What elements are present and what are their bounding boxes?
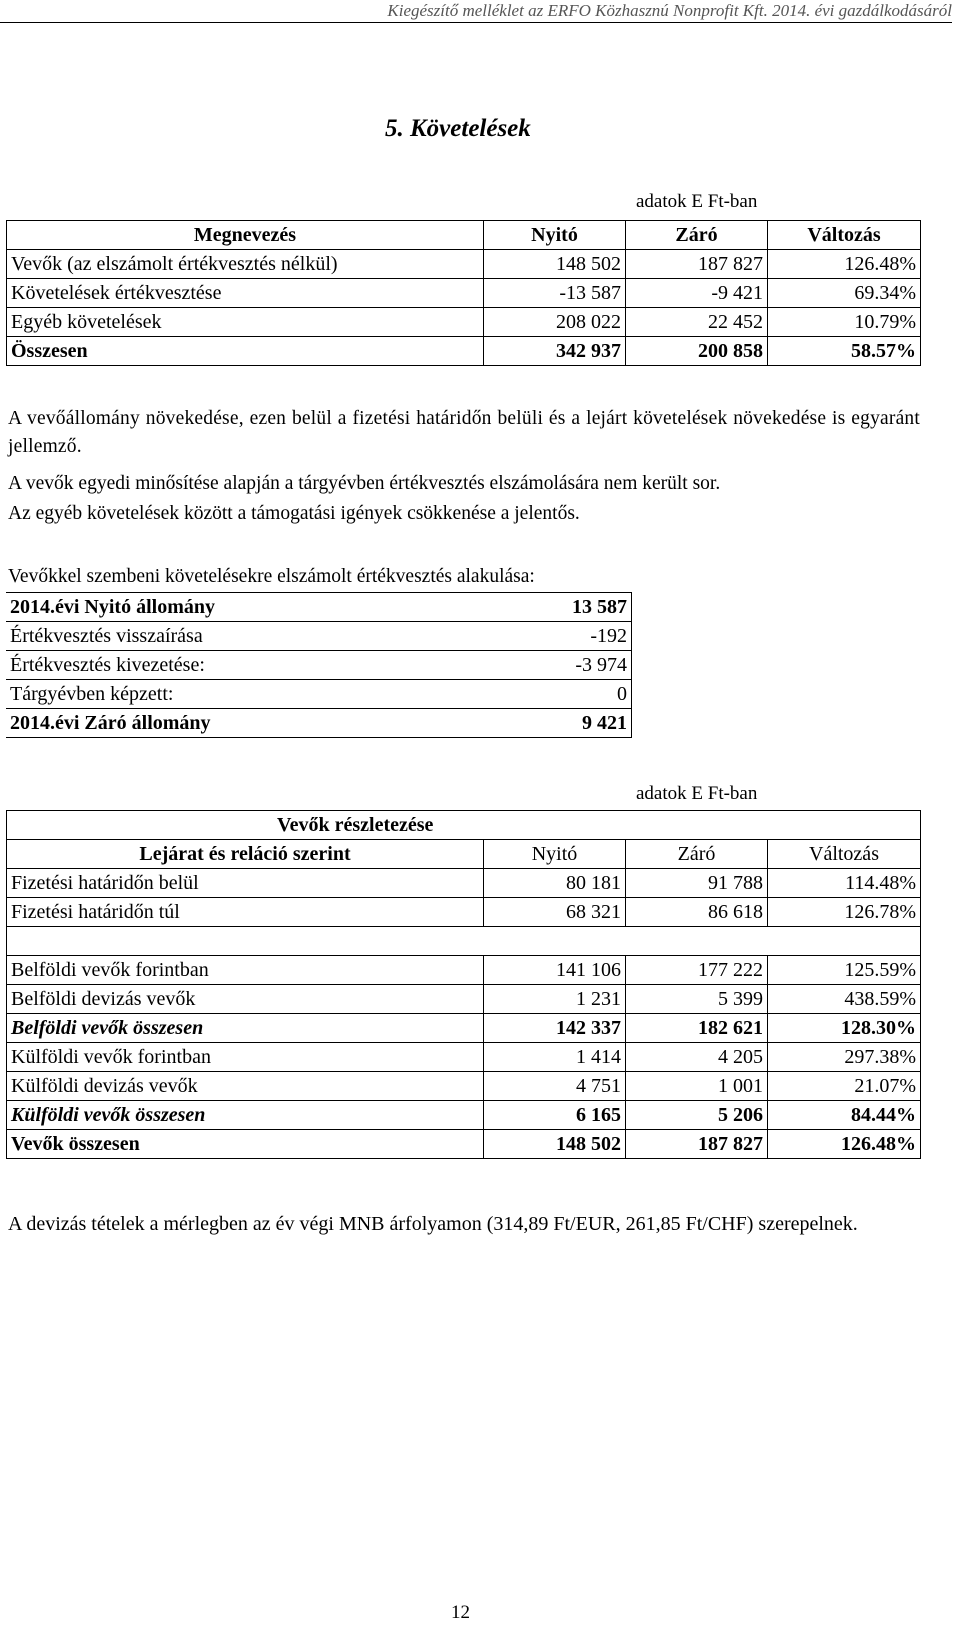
total-row [6, 709, 632, 738]
table-row [7, 250, 921, 279]
cell-label: Belföldi vevők forintban [7, 956, 484, 985]
cell-opening: -13 587 [484, 279, 626, 308]
cell-value: -3 974 [488, 651, 632, 680]
cell-change: 125.59% [768, 956, 921, 985]
header-opening: Nyitó [484, 840, 626, 869]
cell-label: Belföldi devizás vevők [7, 985, 484, 1014]
cell-change: 126.48% [768, 1130, 921, 1159]
cell-opening: 148 502 [484, 250, 626, 279]
cell-label: Értékvesztés visszaírása [6, 622, 488, 651]
table-row [7, 869, 921, 898]
total-row [7, 337, 921, 366]
cell-closing: 187 827 [626, 1130, 768, 1159]
cell-value: 13 587 [488, 593, 632, 622]
table-title-row [7, 811, 921, 840]
cell-change: 126.78% [768, 898, 921, 927]
cell-change: 10.79% [768, 308, 921, 337]
section-title: 5. Követelések [385, 115, 531, 142]
header-change: Változás [768, 840, 921, 869]
cell-opening: 342 937 [484, 337, 626, 366]
cell-opening: 141 106 [484, 956, 626, 985]
impairment-table [6, 592, 632, 738]
table-row [6, 622, 632, 651]
cell-opening: 80 181 [484, 869, 626, 898]
header-closing: Záró [626, 840, 768, 869]
table-header-row [7, 840, 921, 869]
table-row [6, 651, 632, 680]
cell-closing: 187 827 [626, 250, 768, 279]
cell-closing: 182 621 [626, 1014, 768, 1043]
empty-row [7, 927, 921, 956]
cell-label: Tárgyévben képzett: [6, 680, 488, 709]
footer-note: A devizás tételek a mérlegben az év végi MNB árfolyamon (314,89 Ft/EUR, 261,85 Ft/CHF) szerepelnek. [8, 1213, 858, 1235]
cell-label: Követelések értékvesztése [7, 279, 484, 308]
paragraph-qualification: A vevők egyedi minősítése alapján a tárgyévben értékvesztés elszámolására nem került sor. [8, 473, 721, 494]
cell-change: 438.59% [768, 985, 921, 1014]
cell-label: Egyéb követelések [7, 308, 484, 337]
cell-label: Belföldi vevők összesen [7, 1014, 484, 1043]
cell-opening: 142 337 [484, 1014, 626, 1043]
cell-label: Értékvesztés kivezetése: [6, 651, 488, 680]
cell-value: 0 [488, 680, 632, 709]
table-row [7, 1043, 921, 1072]
cell-closing: 22 452 [626, 308, 768, 337]
cell-label: Fizetési határidőn belül [7, 869, 484, 898]
cell-closing: 91 788 [626, 869, 768, 898]
cell-opening: 148 502 [484, 1130, 626, 1159]
cell-change: 114.48% [768, 869, 921, 898]
cell-closing: 177 222 [626, 956, 768, 985]
cell-closing: 5 399 [626, 985, 768, 1014]
unit-label: adatok E Ft-ban [636, 191, 758, 212]
cell-label: Külföldi vevők forintban [7, 1043, 484, 1072]
table-row [7, 985, 921, 1014]
cell-closing: 4 205 [626, 1043, 768, 1072]
cell-change: 126.48% [768, 250, 921, 279]
header-closing: Záró [626, 221, 768, 250]
paragraph-other-receivables: Az egyéb követelések között a támogatási igények csökkenése a jelentős. [8, 503, 580, 524]
header-name: Megnevezés [7, 221, 484, 250]
cell-closing: 1 001 [626, 1072, 768, 1101]
cell-closing: 86 618 [626, 898, 768, 927]
table-row [6, 680, 632, 709]
header-opening: Nyitó [484, 221, 626, 250]
unit-label-2: adatok E Ft-ban [636, 783, 758, 804]
cell-closing: -9 421 [626, 279, 768, 308]
table-row [6, 593, 632, 622]
cell-opening: 1 414 [484, 1043, 626, 1072]
cell-empty [7, 927, 921, 956]
cell-closing: 5 206 [626, 1101, 768, 1130]
cell-change: 84.44% [768, 1101, 921, 1130]
cell-closing: 200 858 [626, 337, 768, 366]
cell-opening: 1 231 [484, 985, 626, 1014]
customer-breakdown-table [6, 810, 921, 1159]
cell-label: 2014.évi Záró állomány [6, 709, 488, 738]
table-row [7, 1072, 921, 1101]
cell-label: Fizetési határidőn túl [7, 898, 484, 927]
paragraph-growth: A vevőállomány növekedése, ezen belül a fizetési határidőn belüli és a lejárt követelések növekedése is egyaránt jellemző. [8, 408, 920, 457]
cell-change: 69.34% [768, 279, 921, 308]
receivables-table [6, 220, 921, 366]
cell-opening: 6 165 [484, 1101, 626, 1130]
cell-change: 21.07% [768, 1072, 921, 1101]
page-number: 12 [451, 1602, 470, 1623]
table-row [7, 308, 921, 337]
subtotal-row [7, 1101, 921, 1130]
cell-label: Vevők összesen [7, 1130, 484, 1159]
cell-change: 58.57% [768, 337, 921, 366]
cell-opening: 68 321 [484, 898, 626, 927]
header-change: Változás [768, 221, 921, 250]
cell-label: Külföldi devizás vevők [7, 1072, 484, 1101]
table-row [7, 956, 921, 985]
total-row [7, 1130, 921, 1159]
cell-opening: 208 022 [484, 308, 626, 337]
table-title: Vevők részletezése [7, 811, 921, 840]
cell-opening: 4 751 [484, 1072, 626, 1101]
cell-label: Összesen [7, 337, 484, 366]
table-header-row [7, 221, 921, 250]
cell-value: 9 421 [488, 709, 632, 738]
page-header: Kiegészítő melléklet az ERFO Közhasznú Nonprofit Kft. 2014. évi gazdálkodásáról [0, 0, 952, 23]
cell-label: Külföldi vevők összesen [7, 1101, 484, 1130]
cell-change: 128.30% [768, 1014, 921, 1043]
cell-label: 2014.évi Nyitó állomány [6, 593, 488, 622]
header-name: Lejárat és reláció szerint [7, 840, 484, 869]
cell-change: 297.38% [768, 1043, 921, 1072]
cell-label: Vevők (az elszámolt értékvesztés nélkül) [7, 250, 484, 279]
paragraph-impairment-intro: Vevőkkel szembeni követelésekre elszámolt értékvesztés alakulása: [8, 566, 535, 587]
subtotal-row [7, 1014, 921, 1043]
table-row [7, 898, 921, 927]
cell-value: -192 [488, 622, 632, 651]
table-row [7, 279, 921, 308]
